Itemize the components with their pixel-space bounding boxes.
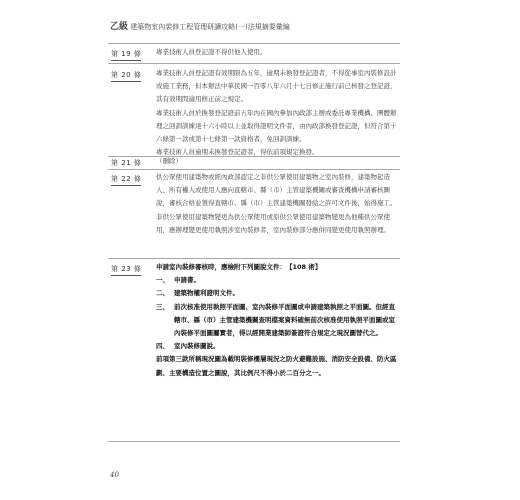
- article-21-text: [156, 155, 398, 168]
- list-item: 四、 室內裝修圖說。: [156, 342, 220, 351]
- list-item: 三、 前次核准使用執照平面圖、室內裝修平面圖或申請建築執照之平面圖。但經直轄市、縣（市）主管建築機關查明檔案資料確無前次核准使用執照平面圖或室內裝修平面圖屬實者，得以經開業建築師簽證符合規定之現況圖替代之。: [156, 302, 395, 338]
- article-23-number: 第 23 條: [111, 264, 141, 276]
- article-22-paragraph-1: 供公眾使用建築物或經內政部認定之非供公眾使用建築物之室內裝修，建築物起造人、所有權人或使用人應向直轄市、縣（市）主管建築機關或審查機構申請審核圖說，審核合格並領得直轄市、縣（市）主管建築機關發給之許可文件後，始得施工。: [156, 173, 397, 208]
- article-20-paragraph-2: 專業技術人員於換發登記證前五年內在國內參加內政部主辦或委託專業機構、團體辦理之回訓訓練達十六小時以上並取得證明文件者，由內政部換發登記證，但符合第十六條第一款或第十七條第一款資格者，免回訓訓練。: [156, 108, 397, 144]
- article-23-closing-paragraph: 前項第三款所稱現況圖為載明裝修樓層現況之防火避難設施、消防安全設備、防火區劃、主要構造位置之圖說，其比例尺不得小於二百分之一。: [156, 355, 397, 377]
- article-19-number: 第 19 條: [111, 49, 141, 61]
- article-20-paragraph-3: 專業技術人員逾期未換發登記證者，得依前項規定換發。: [156, 148, 319, 157]
- divider-line: [108, 43, 400, 44]
- level-mark: 乙級: [110, 22, 129, 32]
- divider-line: [108, 169, 400, 170]
- divider-line: [108, 258, 400, 259]
- article-19-text: [156, 46, 398, 59]
- page-number: 40: [110, 471, 119, 479]
- article-20-number: 第 20 條: [111, 70, 141, 82]
- article-21-paragraph: （刪除）: [156, 157, 182, 165]
- list-item: 二、 建築物權利證明文件。: [156, 289, 239, 298]
- divider-line: [108, 63, 400, 64]
- article-20-paragraph-1: 專業技術人員登記證有效期限為五年，逾期未換發登記證者，不得從事室內裝修設計或施工業務，但本辦法中華民國一百零八年六月十七日修正施行前已核發之登記證，其有效期間適用修正前之規定。: [156, 69, 397, 104]
- article-22-number: 第 22 條: [111, 174, 141, 186]
- divider-line: [108, 441, 400, 442]
- article-20-text: [156, 67, 398, 159]
- running-header: [110, 19, 290, 32]
- article-23-intro: 申請室內裝修審核時，應檢附下列圖說文件： 【108 術】: [156, 263, 322, 271]
- article-23-text: [156, 261, 398, 380]
- article-19-paragraph: 專業技術人員登記證不得供他人使用。: [156, 48, 267, 56]
- article-21-number: 第 21 條: [111, 158, 141, 170]
- article-22-paragraph-2: 非供公眾使用建築物變更為供公眾使用或原供公眾使用建築物變更為他種供公眾使用，應辦理變更使用執照涉室內裝修者，室內裝修部分應併同變更使用執照辦理。: [156, 212, 390, 234]
- article-22-text: [156, 171, 398, 237]
- list-item: 一、 申請書。: [156, 276, 200, 285]
- header-title: 建築物室內裝修工程管理研讀攻略(一)法規摘要彙編: [130, 23, 290, 31]
